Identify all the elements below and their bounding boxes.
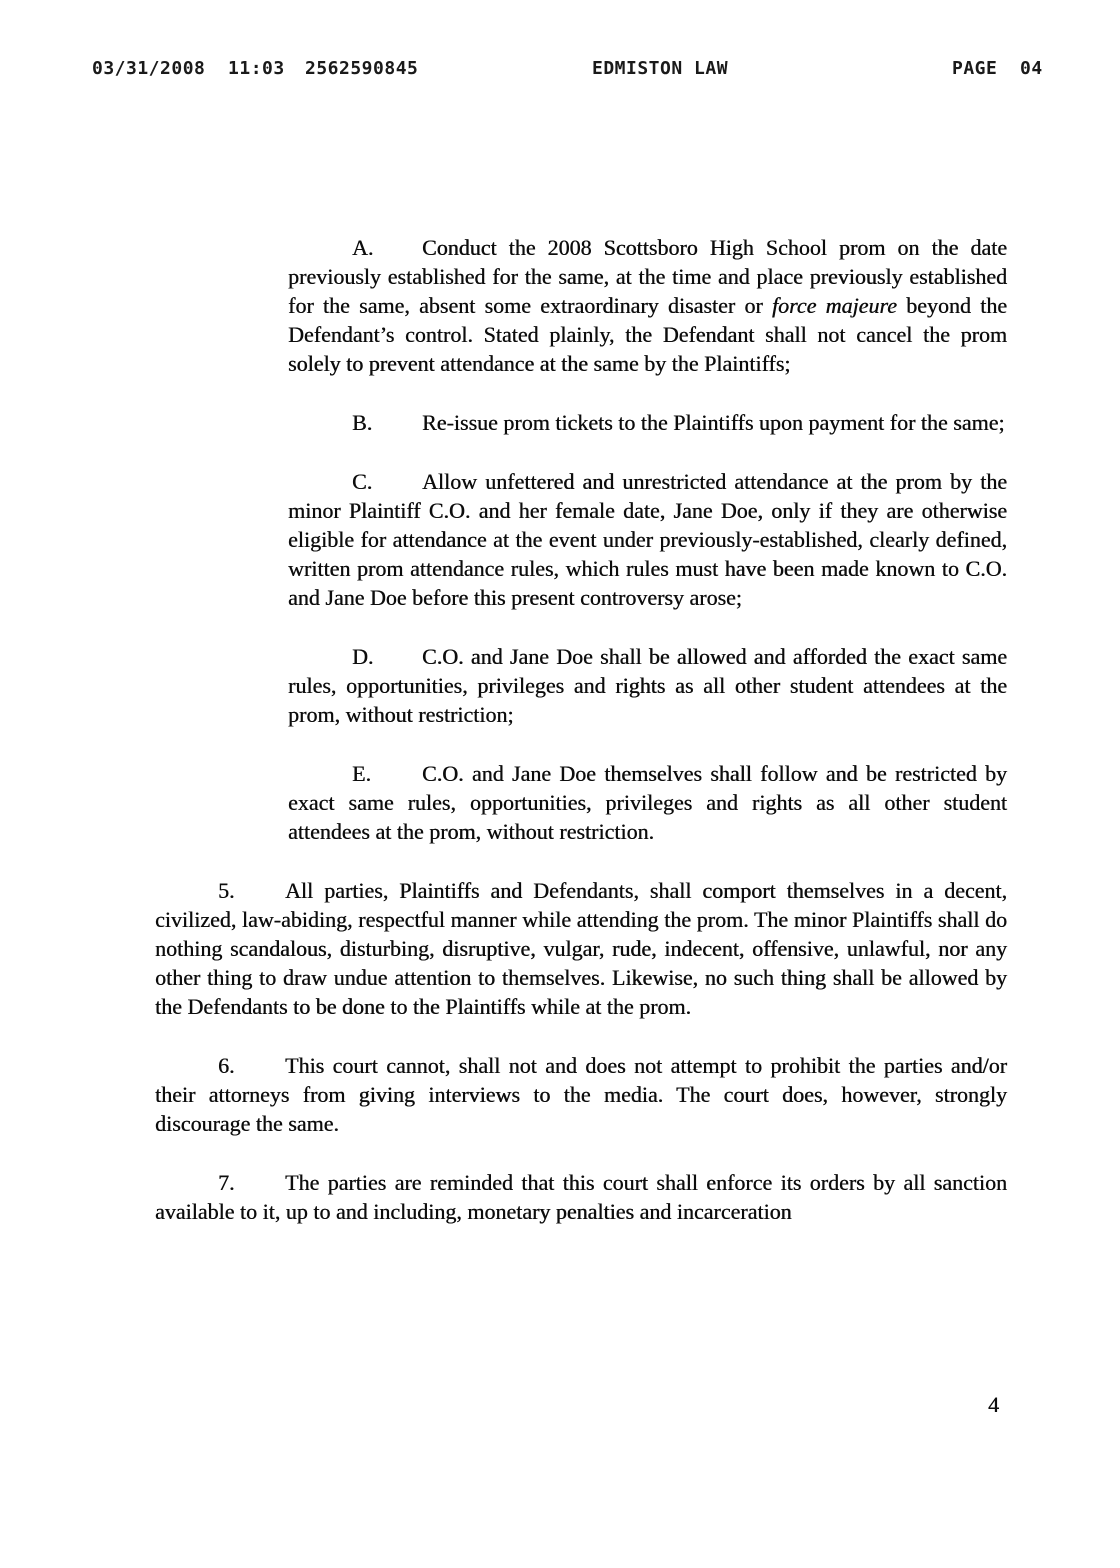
paragraph-b — [288, 408, 1007, 437]
paragraph-6 — [155, 1051, 1007, 1138]
fax-page-label: PAGE 04 — [952, 58, 1043, 79]
paragraph-b-label: B. — [352, 410, 373, 435]
paragraph-5-label: 5. — [218, 878, 235, 903]
fax-sender-name: EDMISTON LAW — [592, 58, 729, 79]
paragraph-5-text: All parties, Plaintiffs and Defendants, shall comport themselves in a decent, civilized, law-abiding, respectful manner while attending the prom. The minor Plaintiffs shall do nothing scandalous, disturbing, disruptive, vulgar, rude, indecent, offensive, unlawful, nor any other thing to draw undue attention to themselves. Likewise, no such thing shall be allowed by the Defendants to be done to the Plaintiffs while at the prom. — [155, 878, 1007, 1019]
paragraph-7-text: The parties are reminded that this court shall enforce its orders by all sanction available to it, up to and including, monetary penalties and incarceration — [155, 1170, 1007, 1224]
paragraph-d-text: C.O. and Jane Doe shall be allowed and afforded the exact same rules, opportunities, privileges and rights as all other student attendees at the prom, without restriction; — [288, 644, 1007, 727]
paragraph-7-label: 7. — [218, 1170, 235, 1195]
paragraph-a — [288, 233, 1007, 378]
paragraph-6-text: This court cannot, shall not and does not attempt to prohibit the parties and/or their attorneys from giving interviews to the media. The court does, however, strongly discourage the same. — [155, 1053, 1007, 1136]
paragraph-a-text-cont: beyond the Defendant’s control. Stated plainly, the Defendant shall not cancel the prom solely to prevent attendance at the same by the Plaintiffs; — [288, 293, 1007, 376]
paragraph-a-text: Conduct the 2008 Scottsboro High School prom on the date previously established for the same, at the time and place previously established for the same, absent some extraordinary disaster or — [288, 235, 1007, 318]
paragraph-5 — [155, 876, 1007, 1021]
paragraph-6-label: 6. — [218, 1053, 235, 1078]
paragraph-b-text: Re-issue prom tickets to the Plaintiffs upon payment for the same; — [422, 410, 1005, 435]
paragraph-e — [288, 759, 1007, 846]
page-number: 4 — [988, 1392, 999, 1417]
paragraph-d — [288, 642, 1007, 729]
paragraph-e-label: E. — [352, 761, 371, 786]
fax-number: 2562590845 — [305, 58, 419, 79]
paragraph-7 — [155, 1168, 1007, 1226]
paragraph-a-label: A. — [352, 235, 374, 260]
paragraph-c-text: Allow unfettered and unrestricted attendance at the prom by the minor Plaintiff C.O. and her female date, Jane Doe, only if they are otherwise eligible for attendance at the event under previously-established, clearly defined, written prom attendance rules, which rules must have been made known to C.O. and Jane Doe before this present controversy arose; — [288, 469, 1007, 610]
force-majeure-italic: force majeure — [771, 293, 897, 318]
paragraph-e-text: C.O. and Jane Doe themselves shall follow and be restricted by exact same rules, opportunities, privileges and rights as all other student attendees at the prom, without restriction. — [288, 761, 1007, 844]
document-body — [155, 233, 1007, 1256]
paragraph-c — [288, 467, 1007, 612]
paragraph-d-label: D. — [352, 644, 374, 669]
fax-transmission-header — [0, 58, 1120, 84]
fax-datetime: 03/31/2008 11:03 — [92, 58, 285, 79]
paragraph-c-label: C. — [352, 469, 373, 494]
